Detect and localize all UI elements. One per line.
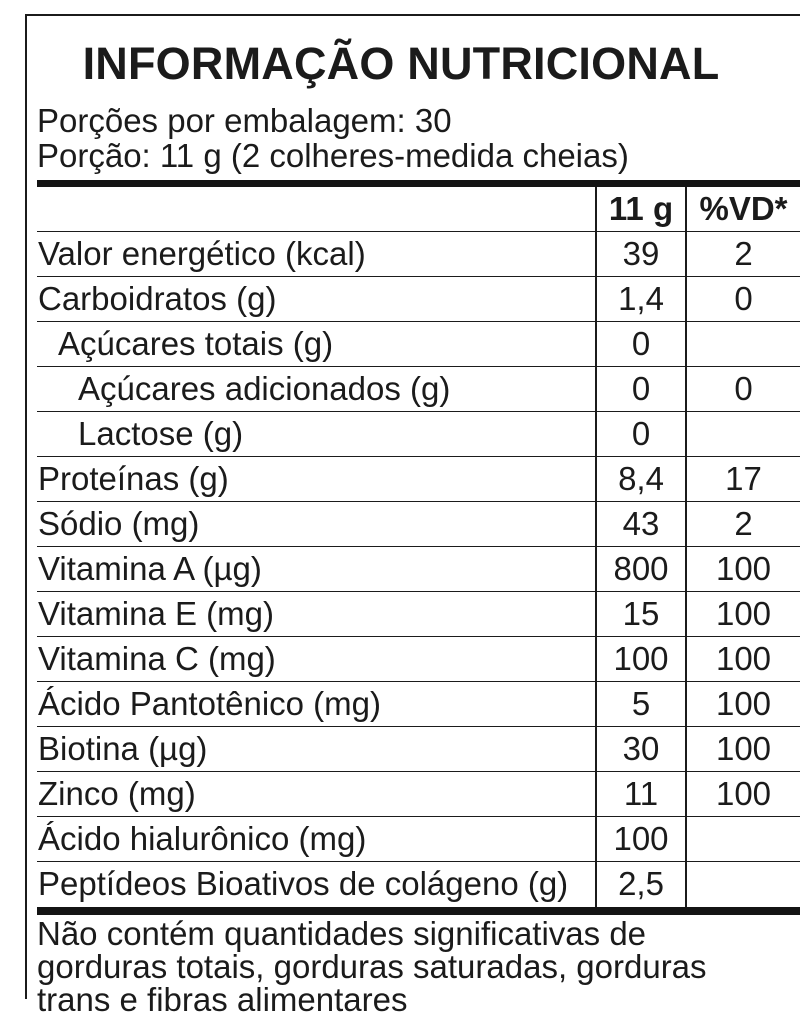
servings-per-package: Porções por embalagem: 30 [37,102,452,139]
table-row [37,412,800,457]
footer-note-line: Não contém quantidades significativas de [37,915,647,952]
nutrient-amount: 0 [595,412,685,456]
nutrient-daily-value: 100 [685,682,800,726]
table-row [37,502,800,547]
table-row [37,277,800,322]
nutrient-daily-value: 0 [685,367,800,411]
table-row [37,457,800,502]
nutrient-amount: 0 [595,367,685,411]
table-row [37,232,800,277]
nutrient-amount: 800 [595,547,685,591]
nutrient-daily-value [685,817,800,861]
nutrient-name: Valor energético (kcal) [38,235,366,272]
nutrient-name: Lactose (g) [78,415,244,452]
nutrient-amount: 43 [595,502,685,546]
nutrient-name: Vitamina A (µg) [38,550,262,587]
table-row [37,367,800,412]
nutrient-daily-value: 100 [685,772,800,816]
footer-note-line: trans e fibras alimentares [37,981,408,1018]
table-row [37,322,800,367]
nutrient-name: Vitamina C (mg) [38,640,276,677]
nutrient-amount: 30 [595,727,685,771]
nutrient-name: Sódio (mg) [38,505,200,542]
nutrient-amount: 11 [595,772,685,816]
nutrient-daily-value [685,862,800,907]
nutrient-amount: 0 [595,322,685,366]
serving-size: Porção: 11 g (2 colheres-medida cheias) [37,137,629,174]
nutrient-daily-value: 2 [685,502,800,546]
nutrient-amount: 8,4 [595,457,685,501]
table-row [37,592,800,637]
nutrient-name: Ácido hialurônico (mg) [38,820,367,857]
divider-bar-bottom [37,907,800,915]
nutrient-name: Açúcares totais (g) [58,325,334,362]
table-row [37,682,800,727]
table-row [37,727,800,772]
table-body [37,232,800,907]
footer-note-line: gorduras totais, gorduras saturadas, gorduras [37,948,707,985]
table-row [37,772,800,817]
nutrient-amount: 39 [595,232,685,276]
nutrient-daily-value [685,412,800,456]
nutrient-name: Vitamina E (mg) [38,595,274,632]
table-row [37,637,800,682]
nutrient-daily-value: 100 [685,727,800,771]
header-daily-value: %VD* [685,187,800,231]
nutrient-daily-value: 100 [685,592,800,636]
nutrient-daily-value: 17 [685,457,800,501]
nutrient-name: Zinco (mg) [38,775,196,812]
nutrient-name: Proteínas (g) [38,460,229,497]
nutrient-amount: 2,5 [595,862,685,907]
nutrient-name: Peptídeos Bioativos de colágeno (g) [38,865,569,902]
header-empty-cell [37,187,595,231]
nutrient-name: Carboidratos (g) [38,280,277,317]
table-header-row [37,187,800,232]
nutrient-name: Biotina (µg) [38,730,208,767]
nutrient-amount: 1,4 [595,277,685,321]
nutrient-amount: 100 [595,637,685,681]
nutrient-daily-value: 2 [685,232,800,276]
header-amount: 11 g [595,187,685,231]
table-row [37,547,800,592]
nutrient-daily-value: 100 [685,547,800,591]
divider-bar-top [37,180,800,187]
nutrient-daily-value: 100 [685,637,800,681]
nutrient-amount: 100 [595,817,685,861]
nutrient-name: Ácido Pantotênico (mg) [38,685,382,722]
nutrient-name: Açúcares adicionados (g) [78,370,451,407]
nutrient-daily-value: 0 [685,277,800,321]
nutrient-amount: 5 [595,682,685,726]
nutrition-table [37,187,800,907]
nutrient-daily-value [685,322,800,366]
table-row [37,862,800,907]
label-title: INFORMAÇÃO NUTRICIONAL [82,38,720,89]
table-row [37,817,800,862]
nutrient-amount: 15 [595,592,685,636]
footer-note [37,915,797,1018]
